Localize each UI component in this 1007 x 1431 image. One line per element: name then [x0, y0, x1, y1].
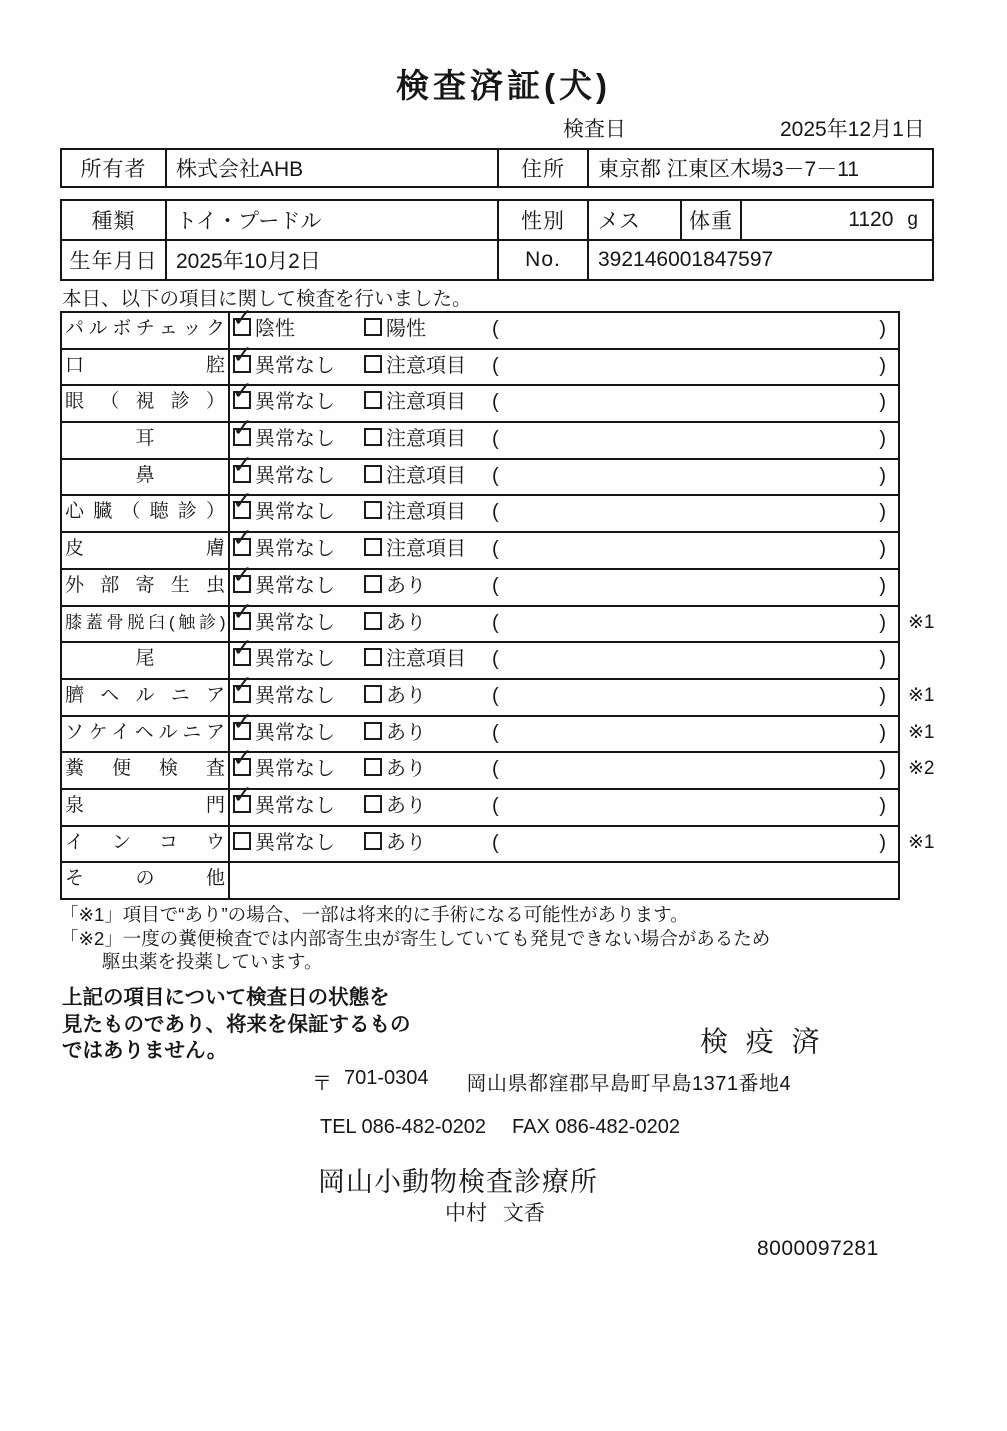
exam-item-content [230, 570, 898, 605]
exam-row-note: ※1 [908, 831, 935, 853]
disclaimer-line-1: 上記の項目について検査日の状態を [62, 986, 390, 1009]
disclaimer-line-3: ではありません。 [62, 1039, 228, 1062]
exam-item-content [230, 680, 898, 715]
result-paren-close: ) [879, 611, 886, 634]
exam-option-label: 異常なし [255, 794, 335, 817]
weight-label: 体重 [682, 201, 742, 239]
exam-option [364, 350, 466, 383]
page-title: 検査済証(犬) [396, 67, 611, 104]
exam-item-label: 口腔 [62, 350, 230, 385]
no-label: No. [499, 241, 589, 279]
checkbox-checked-icon [233, 685, 251, 703]
result-paren-open: ( [492, 684, 499, 707]
weight-number: 1120 [848, 208, 894, 231]
checkbox-checked-icon [233, 575, 251, 593]
result-paren-close: ) [879, 501, 886, 524]
exam-row [62, 790, 898, 827]
exam-option [364, 717, 426, 750]
exam-row-note: ※1 [908, 721, 935, 743]
exam-option-label: 陰性 [255, 318, 295, 340]
exam-row [62, 607, 935, 644]
exam-option [364, 790, 426, 823]
checkbox-empty-icon [364, 575, 382, 593]
weight-value [742, 201, 932, 239]
exam-item-label: ソケイヘルニア [62, 717, 230, 752]
exam-option [233, 790, 335, 823]
exam-item-label: 糞便検査 [62, 753, 230, 788]
exam-item-label: 眼（視診） [62, 386, 230, 421]
checkbox-checked-icon [233, 722, 251, 740]
result-paren-close: ) [879, 538, 886, 561]
quarantine-stamp: 検 疫 済 [700, 1026, 825, 1057]
exam-row [62, 533, 898, 570]
exam-row [62, 717, 935, 754]
clinic-postal-line [312, 1067, 791, 1096]
exam-row-note: ※2 [908, 758, 935, 780]
result-paren-open: ( [492, 391, 499, 414]
owner-address-label: 住所 [499, 150, 589, 186]
exam-option-label: 異常なし [255, 391, 335, 414]
checkbox-checked-icon [233, 538, 251, 556]
exam-option-label: 注意項目 [386, 391, 466, 414]
exam-item-content [230, 607, 898, 642]
exam-item-content [230, 643, 898, 678]
exam-table [60, 311, 935, 900]
checkbox-empty-icon [364, 318, 382, 336]
exam-item-content [230, 790, 898, 825]
footnotes [60, 903, 770, 974]
exam-item-content [230, 753, 898, 788]
exam-option-label: 異常なし [255, 574, 335, 597]
result-paren-open: ( [492, 501, 499, 524]
exam-row [62, 350, 898, 387]
exam-item-content [230, 460, 898, 495]
clinic-tel: TEL 086-482-0202 [320, 1116, 487, 1138]
result-paren-close: ) [879, 758, 886, 781]
exam-item-content [230, 533, 898, 568]
owner-label: 所有者 [62, 150, 167, 186]
no-value: 392146001847597 [598, 248, 774, 271]
exam-item-content [230, 827, 898, 862]
exam-option-label: あり [386, 684, 426, 707]
exam-item-label: 耳 [62, 423, 230, 458]
exam-item-label: その他 [62, 863, 230, 898]
result-paren-open: ( [492, 428, 499, 451]
exam-option [364, 533, 466, 566]
intro-text: 本日、以下の項目に関して検査を行いました。 [62, 288, 472, 310]
checkbox-checked-icon [233, 355, 251, 373]
checkbox-checked-icon [233, 428, 251, 446]
disclaimer-line-2: 見たものであり、将来を保証するもの [62, 1012, 411, 1036]
result-paren-close: ) [879, 574, 886, 597]
checkbox-empty-icon [364, 538, 382, 556]
pet-table [60, 199, 934, 281]
exam-option [364, 607, 426, 640]
exam-item-content [230, 496, 898, 531]
result-paren-open: ( [492, 648, 499, 671]
weight-unit: g [907, 209, 918, 230]
result-paren-open: ( [492, 464, 499, 487]
exam-option-label: あり [386, 794, 426, 817]
exam-option-label: 陽性 [386, 318, 426, 340]
exam-option-label: 注意項目 [386, 428, 466, 451]
clinic-tel-line [320, 1116, 680, 1139]
owner-row [62, 150, 932, 186]
exam-option-label: 異常なし [255, 611, 335, 634]
exam-option [364, 827, 426, 860]
result-paren-open: ( [492, 831, 499, 854]
exam-option [233, 827, 335, 860]
exam-item-label: インコウ [62, 827, 230, 862]
result-paren-open: ( [492, 354, 499, 377]
exam-option-label: 異常なし [255, 831, 335, 854]
exam-item-label: 外部寄生虫 [62, 570, 230, 605]
exam-item-content [230, 717, 898, 752]
checkbox-checked-icon [233, 612, 251, 630]
result-paren-open: ( [492, 318, 499, 340]
exam-row [62, 643, 898, 680]
result-paren-close: ) [879, 831, 886, 854]
exam-option-label: 注意項目 [386, 538, 466, 561]
exam-option [364, 423, 466, 456]
exam-item-content [230, 863, 898, 898]
exam-option-label: 異常なし [255, 538, 335, 561]
exam-option-label: 注意項目 [386, 464, 466, 487]
pet-row-1 [62, 201, 932, 239]
exam-option [364, 496, 466, 529]
result-paren-close: ) [879, 684, 886, 707]
checkbox-empty-icon [364, 758, 382, 776]
breed-value: トイ・プードル [167, 201, 499, 239]
checkbox-empty-icon [364, 832, 382, 850]
exam-option-label: 異常なし [255, 501, 335, 524]
exam-option [364, 313, 426, 346]
sex-label: 性別 [499, 201, 589, 239]
exam-option-label: 注意項目 [386, 501, 466, 524]
exam-option-label: あり [386, 574, 426, 597]
exam-row [62, 570, 898, 607]
owner-value: 株式会社AHB [167, 150, 499, 186]
checkbox-checked-icon [233, 501, 251, 519]
exam-row [62, 827, 935, 864]
clinic-fax: FAX 086-482-0202 [512, 1116, 680, 1138]
pet-row-2 [62, 239, 932, 279]
birth-value: 2025年10月2日 [167, 241, 499, 279]
exam-option-label: 異常なし [255, 464, 335, 487]
exam-row [62, 386, 898, 423]
exam-option-label: あり [386, 831, 426, 854]
postal-mark: 〒 [312, 1073, 332, 1095]
breed-label: 種類 [62, 201, 167, 239]
checkbox-empty-icon [364, 355, 382, 373]
result-paren-close: ) [879, 428, 886, 451]
owner-address-value: 東京都 江東区木場3－7－11 [598, 158, 859, 181]
result-paren-close: ) [879, 391, 886, 414]
result-paren-close: ) [879, 464, 886, 487]
checkbox-empty-icon [364, 685, 382, 703]
result-paren-open: ( [492, 721, 499, 744]
inspection-date-value: 2025年12月1日 [780, 118, 925, 141]
result-paren-open: ( [492, 758, 499, 781]
checkbox-empty-icon [364, 795, 382, 813]
exam-row [62, 460, 898, 497]
checkbox-checked-icon [233, 758, 251, 776]
exam-option [364, 386, 466, 419]
clinic-name: 岡山小動物検査診療所 [318, 1167, 598, 1197]
exam-item-label: 泉門 [62, 790, 230, 825]
exam-option-label: 異常なし [255, 721, 335, 744]
checkbox-empty-icon [364, 465, 382, 483]
exam-option [364, 460, 466, 493]
checkbox-checked-icon [233, 795, 251, 813]
exam-row-note: ※1 [908, 684, 935, 706]
exam-item-label: パルボチェック [62, 313, 230, 348]
result-paren-close: ) [879, 354, 886, 377]
disclaimer [62, 985, 411, 1065]
result-paren-close: ) [879, 721, 886, 744]
checkbox-empty-icon [364, 648, 382, 666]
exam-item-content [230, 350, 898, 385]
result-paren-open: ( [492, 574, 499, 597]
exam-option-label: 異常なし [255, 354, 335, 377]
exam-item-label: 鼻 [62, 460, 230, 495]
exam-option-label: あり [386, 758, 426, 781]
checkbox-checked-icon [233, 648, 251, 666]
exam-row [62, 863, 898, 898]
exam-item-label: 心臓（聴診） [62, 496, 230, 531]
exam-option [364, 643, 466, 676]
exam-item-label: 臍ヘルニア [62, 680, 230, 715]
exam-option-label: 異常なし [255, 684, 335, 707]
exam-option-label: あり [386, 721, 426, 744]
footnote-2: 「※2」一度の糞便検査では内部寄生虫が寄生していても発見できない場合があるため [60, 927, 771, 949]
exam-item-content [230, 313, 898, 348]
result-paren-open: ( [492, 794, 499, 817]
exam-row-note: ※1 [908, 611, 935, 633]
exam-option-label: 異常なし [255, 648, 335, 671]
exam-option [364, 753, 426, 786]
exam-item-content [230, 386, 898, 421]
inspection-date-label: 検査日 [563, 118, 626, 141]
checkbox-empty-icon [364, 391, 382, 409]
exam-row [62, 313, 898, 350]
checkbox-empty-icon [364, 722, 382, 740]
checkbox-empty-icon [364, 428, 382, 446]
result-paren-close: ) [879, 648, 886, 671]
birth-label: 生年月日 [62, 241, 167, 279]
exam-option [364, 680, 426, 713]
checkbox-checked-icon [233, 465, 251, 483]
exam-item-label: 膝蓋骨脱臼(触診) [62, 607, 230, 642]
exam-item-label: 皮膚 [62, 533, 230, 568]
exam-item-label: 尾 [62, 643, 230, 678]
exam-option-label: 異常なし [255, 428, 335, 451]
exam-row [62, 753, 935, 790]
checkbox-checked-icon [233, 391, 251, 409]
serial-number: 8000097281 [757, 1237, 879, 1260]
checkbox-empty-icon [233, 832, 251, 850]
result-paren-close: ) [879, 318, 886, 340]
footnote-2-cont: 駆虫薬を投薬しています。 [102, 951, 323, 972]
exam-option-label: あり [386, 611, 426, 634]
exam-option-label: 注意項目 [386, 354, 466, 377]
postal-code: 701-0304 [344, 1067, 429, 1089]
checkbox-empty-icon [364, 501, 382, 519]
result-paren-open: ( [492, 611, 499, 634]
exam-row [62, 680, 935, 717]
checkbox-checked-icon [233, 318, 251, 336]
footnote-1: 「※1」項目で“あり”の場合、一部は将来的に手術になる可能性があります。 [60, 904, 689, 925]
exam-row [62, 423, 898, 460]
clinic-signer: 中村 文香 [445, 1202, 545, 1225]
checkbox-empty-icon [364, 612, 382, 630]
exam-option [364, 570, 426, 603]
owner-table [60, 148, 934, 188]
result-paren-open: ( [492, 538, 499, 561]
sex-value: メス [589, 201, 682, 239]
exam-option-label: 異常なし [255, 758, 335, 781]
result-paren-close: ) [879, 794, 886, 817]
clinic-address: 岡山県都窪郡早島町早島1371番地4 [466, 1073, 792, 1095]
exam-option-label: 注意項目 [386, 648, 466, 671]
exam-row [62, 496, 898, 533]
exam-item-content [230, 423, 898, 458]
